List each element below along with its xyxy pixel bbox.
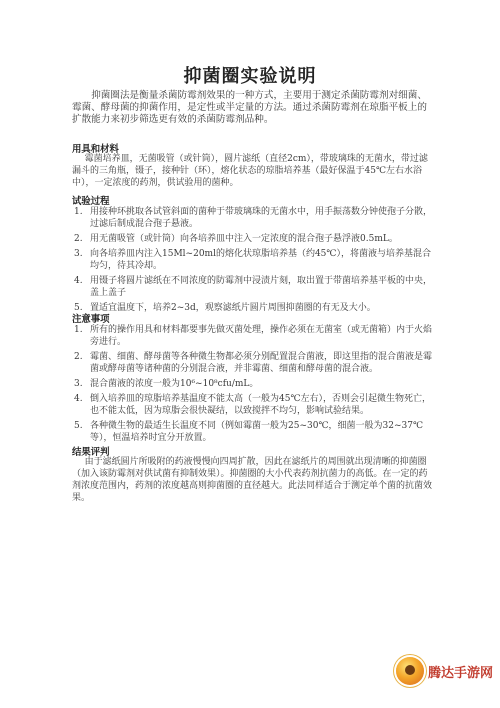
procedure-heading: 试验过程 <box>72 196 110 207</box>
list-item-text: 向各培养皿内注入15Ml~20ml的熔化状琼脂培养基（约45℃），将菌液与培养基混合均匀，待其冷却。 <box>90 249 431 271</box>
list-item-text: 各种微生物的最适生长温度不同（例如霉菌一般为25~30℃，细菌一般为32~37℃等），恒温培养时宜分开放置。 <box>90 421 424 443</box>
list-item-number: 4. <box>74 276 83 286</box>
page-title: 抑菌圈实验说明 <box>183 66 317 87</box>
list-item-text: 混合菌液的浓度一般为10⁶~10⁸cfu/mL。 <box>90 379 259 389</box>
list-item-number: 3. <box>74 249 83 259</box>
list-item <box>72 302 434 314</box>
list-item-text: 置适宜温度下，培养2~3d，观察滤纸片圆片周围抑菌圈的有无及大小。 <box>90 303 376 313</box>
list-item-number: 5. <box>74 303 83 313</box>
tools-heading: 用具和材料 <box>72 144 119 155</box>
list-item-text: 所有的操作用具和材料都要事先做灭菌处理，操作必须在无菌室（或无菌箱）内于火焰旁进行。 <box>90 325 433 347</box>
list-item <box>72 393 434 417</box>
list-item-text: 用接种环挑取各试管斜面的菌种于带玻璃珠的无菌水中，用手振荡数分钟使孢子分散，过滤后制成混合孢子悬液。 <box>90 207 433 229</box>
list-item-number: 3. <box>74 379 83 389</box>
list-item-number: 1. <box>74 325 83 335</box>
list-item-text: 用无菌吸管（或针筒）向各培养皿中注入一定浓度的混合孢子悬浮液0.5mL。 <box>90 234 398 244</box>
list-item-text: 倒入培养皿的琼脂培养基温度不能太高（一般为45℃左右），否则会引起微生物死亡，也不能太低，因为琼脂会很快凝结，以致搅拌不均匀，影响试验结果。 <box>90 394 432 416</box>
list-item-text: 霉菌、细菌、酵母菌等各种微生物都必须分别配置混合菌液，即这里指的混合菌液是霉菌或酵母菌等诸种菌的分别混合液，并非霉菌、细菌和酵母菌的混合液。 <box>90 352 433 374</box>
list-item <box>72 206 434 230</box>
mascot-logo-icon <box>396 657 424 685</box>
list-item <box>72 248 434 272</box>
intro-paragraph: 抑菌圈法是衡量杀菌防霉剂效果的一种方式，主要用于测定杀菌防霉剂对细菌、霉菌、酵母菌的抑菌作用，是定性或半定量的方法。通过杀菌防霉剂在琼脂平板上的扩散能力来初步筛选更有效的杀菌防霉剂品种。 <box>72 90 427 125</box>
list-item <box>72 324 434 348</box>
notes-list <box>72 324 434 447</box>
list-item <box>72 233 434 245</box>
watermark-text: 腾达手游网 <box>428 666 494 681</box>
list-item <box>72 378 434 390</box>
results-heading: 结果评判 <box>72 447 110 458</box>
list-item <box>72 351 434 375</box>
tools-paragraph: 霉菌培养皿，无菌吸管（或针筒），圆片滤纸（直径2cm），带玻璃珠的无菌水，带过滤漏斗的三角瓶，镊子，接种针（环），熔化状态的琼脂培养基（最好保温于45℃左右水浴中），一定浓度的药剂，供试验用的菌种。 <box>72 154 428 188</box>
list-item-number: 5. <box>74 421 83 431</box>
list-item <box>72 275 434 299</box>
results-paragraph: 由于滤纸圆片所吸附的药液慢慢向四周扩散，因此在滤纸片的周围就出现清晰的抑菌圈（加入该防霉剂对供试菌有抑制效果）。抑菌圈的大小代表药剂抗菌力的高低。在一定的药剂浓度范围内，药剂的浓度越高则抑菌圈的直径越大。此法同样适合于测定单个菌的抗菌效果。 <box>72 457 433 503</box>
list-item-number: 4. <box>74 394 83 404</box>
list-item-number: 2. <box>74 352 83 362</box>
list-item-text: 用镊子将圆片滤纸在不同浓度的防霉剂中浸渍片刻，取出置于带菌培养基平板的中央，盖上盖子 <box>90 276 433 298</box>
procedure-list <box>72 206 434 317</box>
list-item-number: 1. <box>74 207 83 217</box>
site-watermark <box>390 655 496 689</box>
list-item-number: 2. <box>74 234 83 244</box>
list-item <box>72 420 434 444</box>
notes-heading: 注意事项 <box>72 314 110 325</box>
